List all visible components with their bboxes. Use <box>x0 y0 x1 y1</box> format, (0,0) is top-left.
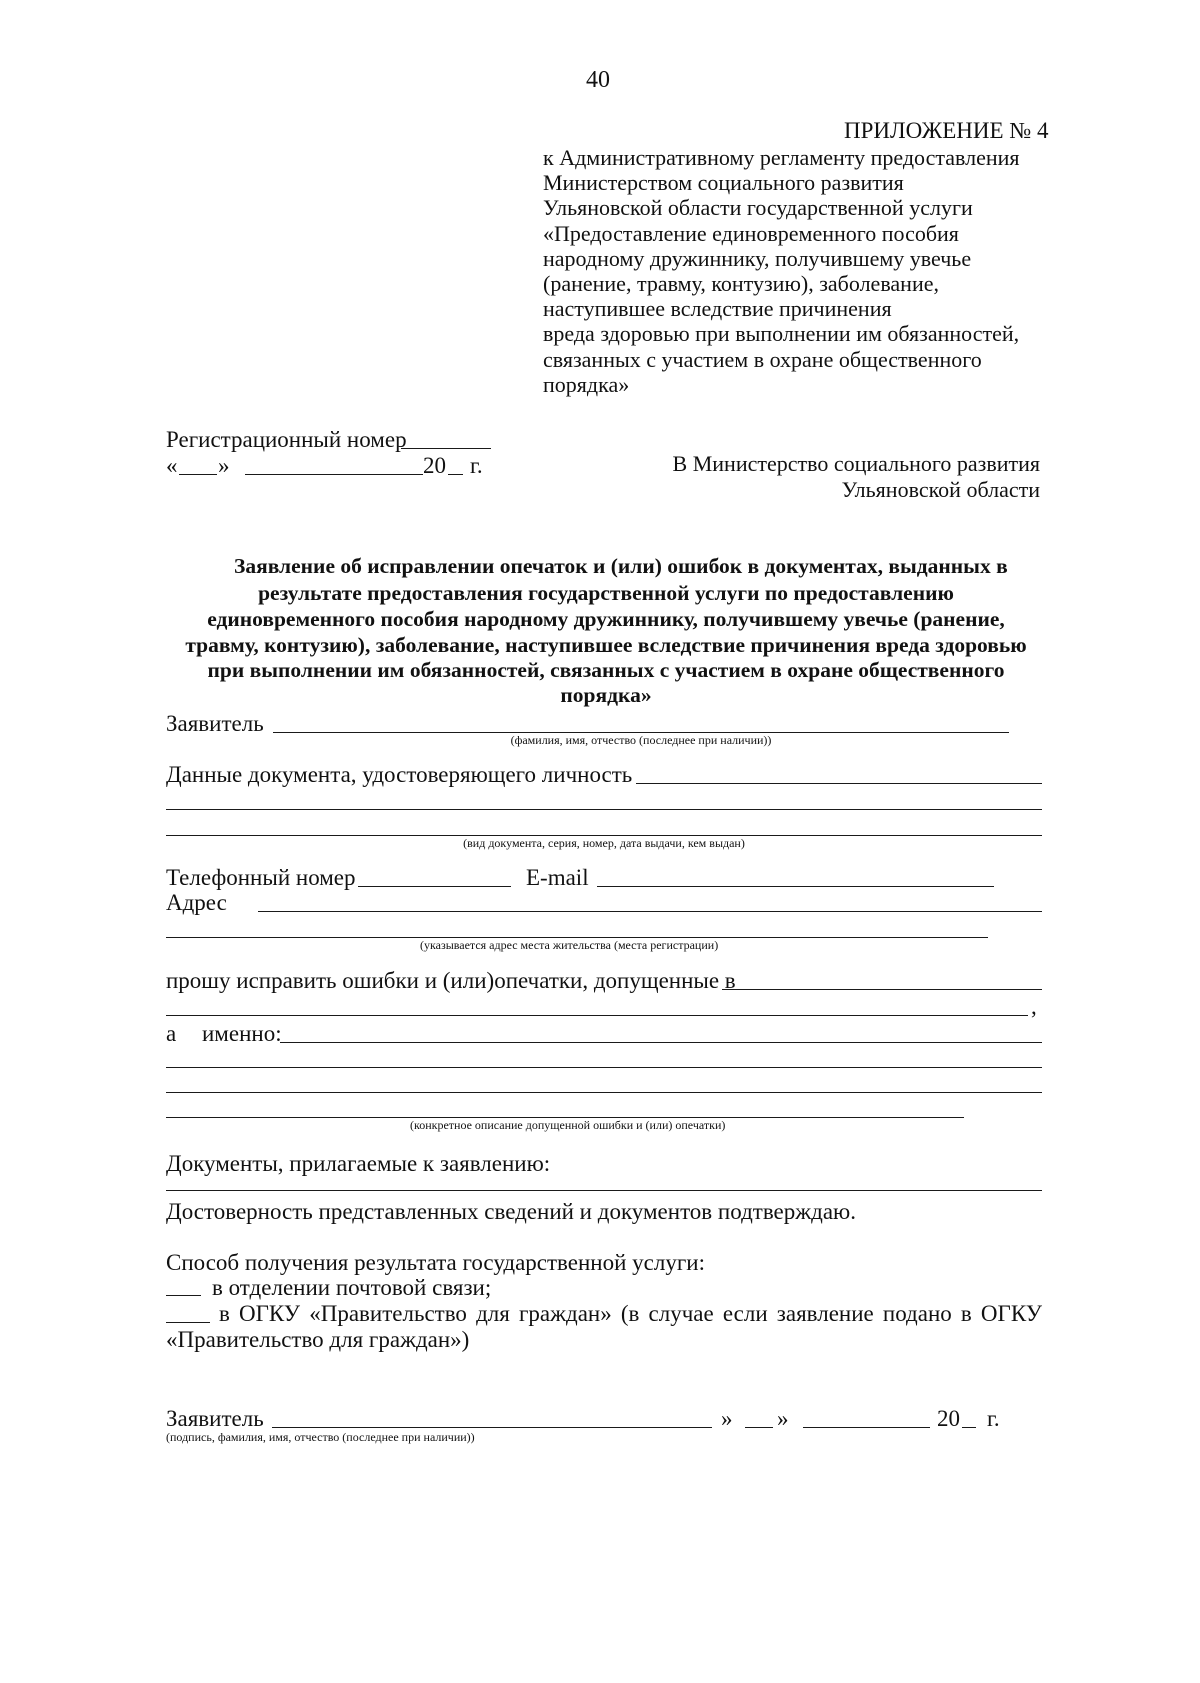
signature-year-suffix: г. <box>987 1406 1000 1431</box>
appendix-line: (ранение, травму, контузию), заболевание, <box>543 271 939 297</box>
appendix-heading: ПРИЛОЖЕНИЕ № 4 <box>844 118 1049 143</box>
applicant-hint: (фамилия, имя, отчество (последнее при наличии)) <box>510 733 772 747</box>
signature-quote-2: » <box>777 1406 789 1431</box>
title-line: при выполнении им обязанностей, связанных с участием в охране общественного <box>207 658 1005 682</box>
appendix-line: порядка» <box>543 371 630 397</box>
email-field[interactable] <box>597 886 994 887</box>
appendix-line: Министерством социального развития <box>543 170 904 196</box>
email-label: E-mail <box>526 865 589 890</box>
registration-date-close-quote: » <box>218 453 230 478</box>
registration-month-field[interactable] <box>245 474 423 475</box>
signature-year-field[interactable] <box>962 1427 976 1428</box>
applicant-label: Заявитель <box>166 711 264 736</box>
address-field[interactable] <box>258 911 1042 912</box>
signature-month-field[interactable] <box>803 1427 930 1428</box>
signature-label: Заявитель <box>166 1406 264 1431</box>
confirm-text: Достоверность представленных сведений и документов подтверждаю. <box>166 1199 856 1224</box>
signature-hint: (подпись, фамилия, имя, отчество (последнее при наличии)) <box>166 1430 475 1444</box>
namely-field-line[interactable] <box>166 1067 1042 1068</box>
registration-year-prefix: 20 <box>423 453 446 478</box>
phone-field[interactable] <box>358 886 511 887</box>
request-field-line[interactable] <box>166 1015 1028 1016</box>
appendix-line: связанных с участием в охране общественного <box>543 346 982 372</box>
namely-label: именно: <box>202 1021 282 1046</box>
title-line: единовременного пособия народному дружиннику, получившему увечье (ранение, <box>207 607 1005 631</box>
appendix-line: вреда здоровью при выполнении им обязанностей, <box>543 321 1020 347</box>
page-number: 40 <box>586 67 610 93</box>
appendix-line: народному дружиннику, получившему увечье <box>543 245 972 271</box>
title-line: Заявление об исправлении опечаток и (или) ошибок в документах, выданных в <box>234 554 1008 578</box>
attachments-label: Документы, прилагаемые к заявлению: <box>166 1151 551 1176</box>
registration-year-suffix: г. <box>470 453 483 478</box>
id-doc-hint: (вид документа, серия, номер, дата выдачи, кем выдан) <box>463 836 745 850</box>
method-option-2-checkbox[interactable] <box>166 1322 210 1323</box>
address-label: Адрес <box>166 890 227 915</box>
signature-day-field[interactable] <box>745 1427 773 1428</box>
id-doc-field-line[interactable] <box>166 809 1042 810</box>
signature-year-prefix: 20 <box>937 1406 960 1431</box>
method-option-2-line-2: «Правительство для граждан») <box>166 1327 470 1352</box>
registration-date-open-quote: « <box>166 453 178 478</box>
appendix-block <box>543 145 1020 397</box>
registration-day-field[interactable] <box>179 474 217 475</box>
signature-quote-1: » <box>721 1406 733 1431</box>
appendix-line: наступившее вследствие причинения <box>543 296 892 322</box>
id-doc-field[interactable] <box>636 783 1042 784</box>
signature-field[interactable] <box>272 1427 712 1428</box>
address-hint: (указывается адрес места жительства (места регистрации) <box>420 938 719 952</box>
request-comma: , <box>1031 994 1037 1019</box>
appendix-line: «Предоставление единовременного пособия <box>543 220 959 246</box>
appendix-line: Ульяновской области государственной услуги <box>543 195 973 221</box>
request-field[interactable] <box>722 989 1042 990</box>
registration-number-field[interactable] <box>401 448 491 449</box>
request-label: прошу исправить ошибки и (или)опечатки, допущенные в <box>166 968 736 993</box>
namely-field-line[interactable] <box>166 1092 1042 1093</box>
attachments-field[interactable] <box>166 1190 1042 1191</box>
title-line: результате предоставления государственной услуги по предоставлению <box>258 581 954 605</box>
id-doc-label: Данные документа, удостоверяющего личность <box>166 762 633 787</box>
phone-label: Телефонный номер <box>166 865 356 890</box>
title-line: травму, контузию), заболевание, наступившее вследствие причинения вреда здоровью <box>185 633 1027 657</box>
method-option-2-line-1: в ОГКУ «Правительство для граждан» (в случае если заявление подано в ОГКУ <box>219 1301 1042 1326</box>
appendix-line: к Административному регламенту предоставления <box>543 145 1020 170</box>
namely-field[interactable] <box>280 1042 1042 1043</box>
method-option-1-label: в отделении почтовой связи; <box>212 1275 492 1300</box>
registration-year-field[interactable] <box>448 474 463 475</box>
namely-a: а <box>166 1021 177 1046</box>
method-label: Способ получения результата государственной услуги: <box>166 1250 705 1275</box>
namely-hint: (конкретное описание допущенной ошибки и (или) опечатки) <box>410 1118 726 1132</box>
method-option-1-checkbox[interactable] <box>166 1295 201 1296</box>
title-line: порядка» <box>560 683 652 707</box>
recipient-line-2: Ульяновской области <box>841 477 1040 502</box>
recipient-line-1: В Министерство социального развития <box>672 451 1040 476</box>
registration-label: Регистрационный номер <box>166 427 407 452</box>
